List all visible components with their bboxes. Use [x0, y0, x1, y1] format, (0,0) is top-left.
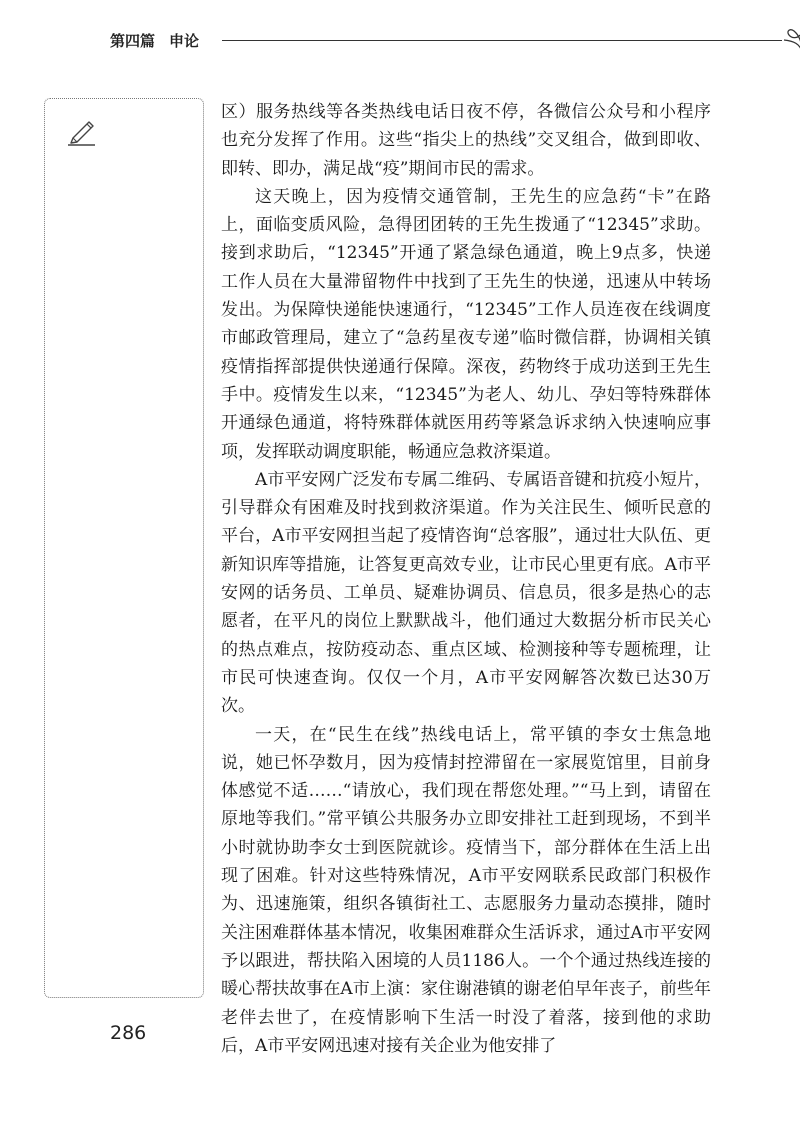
sprout-icon — [778, 22, 800, 58]
page-header — [110, 22, 710, 62]
body-text — [221, 98, 711, 1060]
paragraph: A市平安网广泛发布专属二维码、专属语音键和抗疫小短片，引导群众有困难及时找到救济渠道。作为关注民生、倾听民意的平台，A市平安网担当起了疫情咨询“总客服”，通过壮大队伍、更新知识库等措施，让答复更高效专业，让市民心里更有底。A市平安网的话务员、工单员、疑难协调员、信息员，很多是热心的志愿者，在平凡的岗位上默默战斗，他们通过大数据分析市民关心的热点难点，按防疫动态、重点区域、检测接种等专题梳理，让市民可快速查询。仅仅一个月，A市平安网解答次数已达30万次。 — [221, 469, 711, 717]
paragraph: 这天晚上，因为疫情交通管制，王先生的应急药“卡”在路上，面临变质风险，急得团团转的王先生拨通了“12345”求助。接到求助后，“12345”开通了紧急绿色通道，晚上9点多，快递工作人员在大量滞留物件中找到了王先生的快递，迅速从中转场发出。为保障快递能快速通行，“12345”工作人员连夜在线调度市邮政管理局，建立了“急药星夜专递”临时微信群，协调相关镇疫情指挥部提供快递通行保障。深夜，药物终于成功送到王先生手中。疫情发生以来，“12345”为老人、幼儿、孕妇等特殊群体开通绿色通道，将特殊群体就医用药等紧急诉求纳入快速响应事项，发挥联动调度职能，畅通应急救济渠道。 — [221, 186, 711, 462]
note-sidebar — [44, 98, 204, 998]
header-title — [110, 30, 199, 51]
paragraph: 一天，在“民生在线”热线电话上，常平镇的李女士焦急地说，她已怀孕数月，因为疫情封控滞留在一家展览馆里，目前身体感觉不适……“请放心，我们现在帮您处理。”“马上到，请留在原地等我们。”常平镇公共服务办立即安排社工赶到现场，不到半小时就协助李女士到医院就诊。疫情当下，部分群体在生活上出现了困难。针对这些特殊情况，A市平安网联系民政部门积极作为、迅速施策，组织各镇街社工、志愿服务力量动态摸排，随时关注困难群体基本情况，收集困难群众生活诉求，通过A市平安网予以跟进，帮扶陷入困境的人员1186人。一个个通过热线连接的暖心帮扶故事在A市上演：家住谢港镇的谢老伯早年丧子，前些年老伴去世了，在疫情影响下生活一时没了着落，接到他的求助后，A市平安网迅速对接有关企业为他安排了 — [221, 724, 711, 1056]
header-part: 第四篇 — [110, 32, 156, 50]
header-rule — [222, 40, 782, 41]
page-number: 286 — [110, 1022, 147, 1044]
pencil-icon — [65, 117, 99, 147]
paragraph: 区）服务热线等各类热线电话日夜不停，各微信公众号和小程序也充分发挥了作用。这些“指尖上的热线”交叉组合，做到即收、即转、即办，满足战“疫”期间市民的需求。 — [221, 102, 711, 179]
header-section: 申论 — [169, 32, 200, 50]
